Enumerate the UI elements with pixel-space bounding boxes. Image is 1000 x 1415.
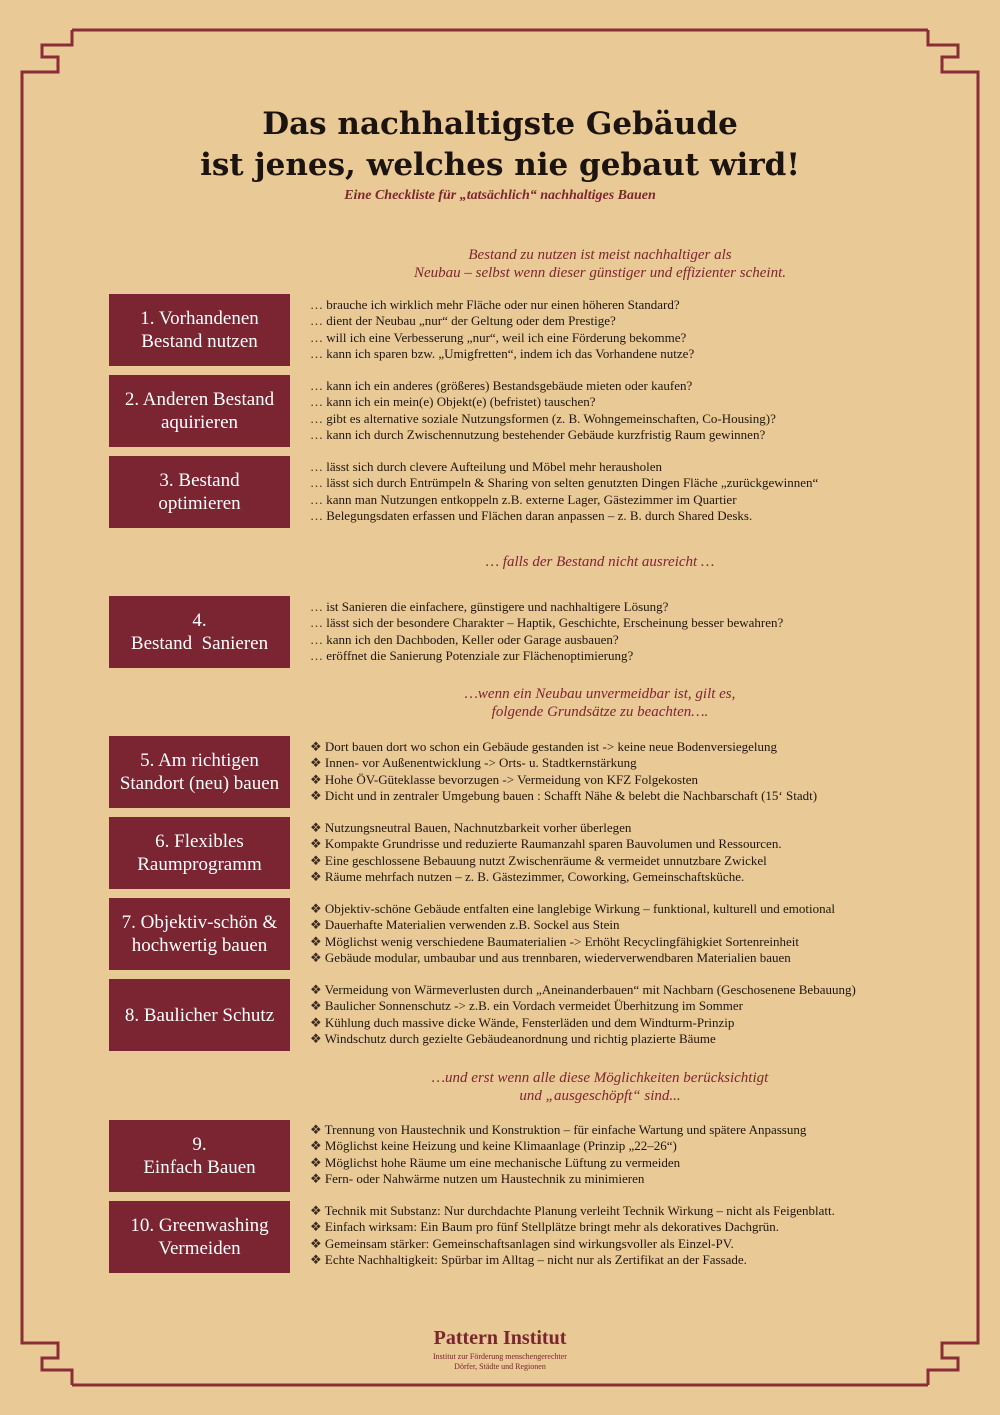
item-marker: … [310, 394, 323, 410]
item-marker: … [310, 647, 323, 663]
bullet-icon: ❖ [310, 949, 322, 965]
note-line: folgende Grundsätze zu beachten…. [491, 704, 709, 720]
item-text: Möglichst hohe Räume um eine mechanische Lüftung zu vermeiden [324, 1154, 681, 1170]
bullet-icon: ❖ [310, 1203, 322, 1218]
list-item [310, 599, 910, 615]
title-line-1: Das nachhaltigste Gebäude [262, 106, 738, 142]
list-item [310, 917, 910, 933]
list-item [310, 313, 910, 329]
label-line: Standort (neu) bauen [119, 773, 280, 794]
label-line: Bestand Sanieren [130, 633, 269, 654]
item-text: lässt sich durch Entrümpeln & Sharing von selten genutzten Dingen Fläche „zurückgewinnen“ [326, 475, 819, 491]
item-text: Fern- oder Nahwärme nutzen um Haustechnik zu minimieren [324, 1170, 645, 1186]
bullet-icon: ❖ [310, 1170, 322, 1186]
bullet-icon: ❖ [310, 1138, 322, 1154]
note-new-build [300, 685, 900, 721]
label-line: 10. Greenwashing [130, 1215, 269, 1236]
list-item [310, 475, 910, 491]
item-text: ist Sanieren die einfachere, günstigere und nachhaltigere Lösung? [326, 599, 669, 614]
list-item [310, 648, 910, 664]
bullet-icon: ❖ [310, 820, 322, 835]
bullet-icon: ❖ [310, 1154, 322, 1170]
item-text: Innen- vor Außenentwicklung -> Orts- u. Stadtkernstärkung [324, 755, 637, 771]
item-text: kann man Nutzungen entkoppeln z.B. externe Lager, Gästezimmer im Quartier [326, 491, 737, 507]
bullet-icon: ❖ [310, 917, 322, 933]
bullet-icon: ❖ [310, 1122, 322, 1137]
item-text: will ich eine Verbesserung „nur“, weil ich eine Förderung bekomme? [326, 329, 687, 345]
item-marker: … [310, 459, 323, 474]
list-item [310, 1236, 910, 1252]
item-text: Gebäude modular, umbaubar und aus trennbaren, wiederverwendbaren Materialien bauen [324, 949, 791, 965]
section-9-label [109, 1120, 290, 1192]
section-7-items [310, 901, 910, 966]
bullet-icon: ❖ [310, 739, 322, 754]
note-line: …wenn ein Neubau unvermeidbar ist, gilt es, [464, 686, 736, 702]
section-7-label [109, 898, 290, 970]
label-line: 9. [192, 1134, 207, 1155]
item-text: lässt sich durch clevere Aufteilung und Möbel mehr herausholen [326, 459, 662, 474]
bullet-icon: ❖ [310, 1030, 322, 1046]
list-item [310, 1031, 910, 1047]
list-item [310, 998, 910, 1014]
item-text: Dauerhafte Materialien verwenden z.B. Sockel aus Stein [324, 917, 620, 933]
section-6-label [109, 817, 290, 889]
list-item [310, 1171, 910, 1187]
bullet-icon: ❖ [310, 836, 322, 852]
section-3-label [109, 456, 290, 528]
item-text: Möglichst keine Heizung und keine Klimaanlage (Prinzip „22–26“) [324, 1138, 677, 1154]
item-text: Dort bauen dort wo schon ein Gebäude gestanden ist -> keine neue Bodenversiegelung [324, 739, 777, 754]
section-10-items [310, 1203, 910, 1268]
list-item [310, 788, 910, 804]
label-line: optimieren [158, 493, 241, 514]
bullet-icon: ❖ [310, 787, 322, 803]
label-line: 7. Objektiv-schön & [121, 912, 278, 933]
list-item [310, 1138, 910, 1154]
section-8-label [109, 979, 290, 1051]
section-5-label [109, 736, 290, 808]
institute-tagline-2: Dörfer, Städte und Regionen [454, 1362, 546, 1371]
bullet-icon: ❖ [310, 755, 322, 771]
list-item [310, 820, 910, 836]
item-text: Eine geschlossene Bebauung nutzt Zwischenräume & vermeidet unnutzbare Zwickel [324, 852, 767, 868]
label-line: hochwertig bauen [131, 935, 268, 956]
item-marker: … [310, 475, 323, 491]
item-text: Einfach wirksam: Ein Baum pro fünf Stellplätze bringt mehr als dekoratives Dachgrün. [324, 1219, 780, 1235]
item-text: Baulicher Sonnenschutz -> z.B. ein Vordach vermeidet Überhitzung im Sommer [324, 998, 743, 1014]
bullet-icon: ❖ [310, 1014, 322, 1030]
list-item [310, 394, 910, 410]
list-item [310, 1155, 910, 1171]
bullet-icon: ❖ [310, 1235, 322, 1251]
note-line: …und erst wenn alle diese Möglichkeiten berücksichtigt [431, 1070, 769, 1086]
title-line-2: ist jenes, welches nie gebaut wird! [200, 147, 800, 183]
bullet-icon: ❖ [310, 998, 322, 1014]
item-marker: … [310, 491, 323, 507]
section-10-label [109, 1201, 290, 1273]
item-text: Kühlung duch massive dicke Wände, Fensterläden und dem Windturm-Prinzip [324, 1014, 735, 1030]
item-text: kann ich den Dachboden, Keller oder Garage ausbauen? [326, 631, 619, 647]
section-2-items [310, 378, 910, 443]
note-line: Bestand zu nutzen ist meist nachhaltiger als [468, 247, 732, 263]
list-item [310, 1015, 910, 1031]
section-5-items [310, 739, 910, 804]
item-marker: … [310, 329, 323, 345]
page-title [0, 104, 1000, 186]
label-line: 2. Anderen Bestand [124, 389, 275, 410]
item-text: lässt sich der besondere Charakter – Haptik, Geschichte, Erscheinung besser bewahren? [326, 615, 784, 631]
section-3-items [310, 459, 910, 524]
item-marker: … [310, 410, 323, 426]
bullet-icon: ❖ [310, 933, 322, 949]
section-4-items [310, 599, 910, 664]
list-item [310, 508, 910, 524]
item-marker: … [310, 297, 323, 312]
list-item [310, 982, 910, 998]
institute-tagline-1: Institut zur Förderung menschengerechter [433, 1352, 567, 1361]
item-marker: … [310, 631, 323, 647]
label-line: 5. Am richtigen [140, 750, 259, 771]
bullet-icon: ❖ [310, 852, 322, 868]
item-marker: … [310, 599, 323, 614]
item-text: Trennung von Haustechnik und Konstruktion – für einfache Wartung und spätere Anpassung [324, 1122, 807, 1137]
item-text: Räume mehrfach nutzen – z. B. Gästezimmer, Coworking, Gemeinschaftsküche. [324, 868, 745, 884]
item-text: kann ich sparen bzw. „Umigfretten“, indem ich das Vorhandene nutze? [326, 345, 695, 361]
item-text: Technik mit Substanz: Nur durchdachte Planung verleiht Technik Wirkung – nicht als Feigenblatt. [324, 1203, 835, 1218]
section-2-label [109, 375, 290, 447]
bullet-icon: ❖ [310, 901, 322, 916]
bullet-icon: ❖ [310, 1251, 322, 1267]
item-marker: … [310, 313, 323, 329]
list-item [310, 615, 910, 631]
label-line: 6. Flexibles [155, 831, 244, 852]
bullet-icon: ❖ [310, 1219, 322, 1235]
item-text: gibt es alternative soziale Nutzungsformen (z. B. Wohngemeinschaften, Co-Housing)? [326, 410, 776, 426]
item-text: Vermeidung von Wärmeverlusten durch „Aneinanderbauen“ mit Nachbarn (Geschosenene Bebauung) [324, 982, 856, 997]
item-marker: … [310, 378, 323, 393]
item-marker: … [310, 345, 323, 361]
institute-name: Pattern Institut [433, 1327, 567, 1349]
item-text: Dicht und in zentraler Umgebung bauen : Schafft Nähe & belebt die Nachbarschaft (15‘ Stadt) [324, 787, 818, 803]
label-line: 3. Bestand [159, 470, 240, 491]
list-item [310, 950, 910, 966]
list-item [310, 755, 910, 771]
section-9-items [310, 1122, 910, 1187]
list-item [310, 901, 910, 917]
label-line: 1. Vorhandenen [140, 308, 259, 329]
list-item [310, 1203, 910, 1219]
note-not-enough [300, 553, 900, 571]
item-text: kann ich ein mein(e) Objekt(e) (befristet) tauschen? [326, 394, 596, 410]
list-item [310, 853, 910, 869]
item-text: Belegungsdaten erfassen und Flächen daran anpassen – z. B. durch Shared Desks. [326, 507, 753, 523]
item-text: brauche ich wirklich mehr Fläche oder nur einen höheren Standard? [326, 297, 680, 312]
section-4-label [109, 596, 290, 668]
item-text: Möglichst wenig verschiedene Baumaterialien -> Erhöht Recyclingfähigkiet Sortenreinheit [324, 933, 800, 949]
list-item [310, 1219, 910, 1235]
item-text: Nutzungsneutral Bauen, Nachnutzbarkeit vorher überlegen [324, 820, 632, 835]
label-line: Bestand nutzen [141, 331, 258, 352]
list-item [310, 869, 910, 885]
bullet-icon: ❖ [310, 771, 322, 787]
list-item [310, 492, 910, 508]
item-text: eröffnet die Sanierung Potenziale zur Flächenoptimierung? [326, 647, 634, 663]
list-item [310, 297, 910, 313]
item-text: Kompakte Grundrisse und reduzierte Raumanzahl sparen Bauvolumen und Ressourcen. [324, 836, 782, 852]
item-text: kann ich durch Zwischennutzung bestehender Gebäude kurzfristig Raum gewinnen? [326, 426, 766, 442]
list-item [310, 346, 910, 362]
label-line: Einfach Bauen [143, 1157, 256, 1178]
section-8-items [310, 982, 910, 1047]
list-item [310, 427, 910, 443]
list-item [310, 934, 910, 950]
list-item [310, 739, 910, 755]
note-line: Neubau – selbst wenn dieser günstiger und effizienter scheint. [413, 265, 787, 281]
item-text: Hohe ÖV-Güteklasse bevorzugen -> Vermeidung von KFZ Folgekosten [324, 771, 698, 787]
item-marker: … [310, 615, 323, 631]
list-item [310, 330, 910, 346]
note-line: und „ausgeschöpft“ sind... [519, 1088, 681, 1104]
section-1-label [109, 294, 290, 366]
label-line: Raumprogramm [137, 854, 262, 875]
list-item [310, 459, 910, 475]
item-text: Windschutz durch gezielte Gebäudeanordnung und richtig plazierte Bäume [324, 1030, 716, 1046]
list-item [310, 632, 910, 648]
note-exhausted [300, 1069, 900, 1105]
item-marker: … [310, 507, 323, 523]
bullet-icon: ❖ [310, 982, 322, 997]
list-item [310, 378, 910, 394]
list-item [310, 772, 910, 788]
item-text: dient der Neubau „nur“ der Geltung oder dem Prestige? [326, 313, 616, 329]
item-text: Echte Nachhaltigkeit: Spürbar im Alltag – nicht nur als Zertifikat an der Fassade. [324, 1251, 747, 1267]
item-text: Gemeinsam stärker: Gemeinschaftsanlagen sind wirkungsvoller als Einzel-PV. [324, 1235, 734, 1251]
page-subtitle: Eine Checkliste für „tatsächlich“ nachhaltiges Bauen [344, 188, 656, 203]
section-1-items [310, 297, 910, 362]
label-line: aquirieren [160, 412, 238, 433]
note-line: … falls der Bestand nicht ausreicht … [485, 554, 715, 570]
list-item [310, 411, 910, 427]
list-item [310, 1122, 910, 1138]
list-item [310, 1252, 910, 1268]
bullet-icon: ❖ [310, 868, 322, 884]
item-text: Objektiv-schöne Gebäude entfalten eine langlebige Wirkung – funktional, kulturell und emotional [324, 901, 835, 916]
label-line: 4. [192, 610, 207, 631]
label-line: Vermeiden [158, 1238, 241, 1259]
label-line: 8. Baulicher Schutz [124, 1004, 275, 1026]
section-6-items [310, 820, 910, 885]
list-item [310, 836, 910, 852]
item-text: kann ich ein anderes (größeres) Bestandsgebäude mieten oder kaufen? [326, 378, 693, 393]
item-marker: … [310, 426, 323, 442]
note-intro [300, 246, 900, 282]
